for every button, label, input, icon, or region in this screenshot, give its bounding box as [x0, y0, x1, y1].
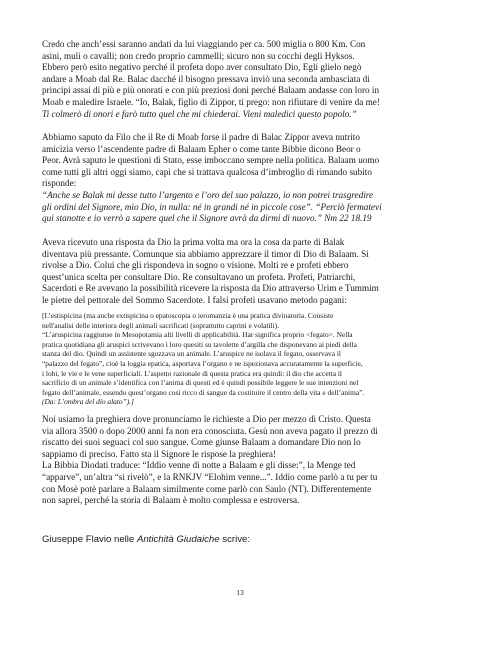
quote-line: gli ordini del Signore, mio Dio, in nulla: né in grandi né in piccole cose”. “Perciò fermatevi — [42, 201, 382, 212]
text-line: sappiamo di preciso. Fatto sta il Signore le rispose la preghiera! — [42, 448, 276, 459]
text-line: Abbiamo saputo da Filo che il Re di Moab forse il padre di Balac Zippor aveva nutrito — [42, 132, 360, 142]
note-line: “palazzo del fegato”, cioè la loggia epatica, asportava l’organo e ne ispezionava accuratamente la superficie, — [42, 358, 363, 368]
note-source: (Da: L’ombra del dio alato”).] — [42, 397, 134, 407]
text-line: con Mosè potè parlare a Balaam similmente come parlò con Saulo (NT). Differentemente — [42, 483, 372, 494]
note-line: [L’estispicina (ma anche extispicina o epatoscopia o ieromanzia è una pratica divinatoria. Consiste — [42, 311, 334, 320]
note-line: stanza del dio. Quindi un assistente sgozzava un animale. L’aruspice ne isolava il fegato, osservava il — [42, 349, 341, 359]
text-line: diventava più pressante. Comunque sia abbiamo apprezzare il timor di Dio di Balaam. Si — [42, 248, 369, 259]
heading-connector: nelle — [111, 534, 137, 545]
note-line: i lobi, le vie e le vene superficiali. L’aspetto razionale di questa pratica era quindi: il dio che accetta il — [42, 368, 342, 378]
quote-line: qui stanotte e io verrò a sapere quel che il Signore avrà da dirmi di nuovo.” Nm 22 18.19 — [42, 213, 372, 224]
note-line: “L’aruspicina raggiunse in Mesopotamia alti livelli di applicabilità. Har significa proprio <fegato>. Nella — [42, 330, 353, 340]
final-heading — [42, 534, 448, 546]
text-line: riscatto dei suoi seguaci col suo sangue. Come giunse Balaam a domandare Dio non lo — [42, 437, 361, 448]
heading-tail: scrive: — [219, 534, 250, 545]
text-line: “apparve”, un’altra “si rivelò”, e la RNKJV “Elohim venne...”. Iddio come parlò a tu per tu — [42, 471, 378, 482]
paragraph-prayer — [42, 414, 448, 507]
quote-line: Ti colmerò di onori e farò tutto quel che mi chiederai. Vieni maledici questo popolo.” — [42, 108, 357, 119]
text-line: non saprei, perché la storia di Balaam è molto complessa e estroversa. — [42, 495, 300, 506]
text-line: risponde: — [42, 178, 77, 189]
note-line: nell'analisi delle interiora degli animali sacrificati (soprattutto caprini e volatili). — [42, 320, 279, 330]
text-line: Noi usiamo la preghiera dove pronunciamo le richieste a Dio per mezzo di Cristo. Questa — [42, 414, 371, 424]
text-line: rivolse a Dio. Colui che gli rispondeva in sogno o visione. Molti re e profeti ebbero — [42, 260, 349, 271]
text-line: Peor. Avrà saputo le questioni di Stato, esse imboccano sempre nella politica. Balaam uomo — [42, 155, 380, 166]
paragraph-consultation — [42, 237, 448, 307]
text-line: amicizia verso l’ascendente padre di Balaam Epher o come tante Bibbie dicono Beor o — [42, 143, 361, 154]
text-line: andare a Moab dal Re. Balac dacché il bisogno pressava inviò una seconda ambasciata di — [42, 73, 370, 84]
note-extispicy — [42, 311, 448, 407]
text-line: via allora 3500 o dopo 2000 anni fa non era conosciuta. Gesù non aveva pagato il prezzo di — [42, 425, 378, 436]
work-title: Antichità Giudaiche — [136, 534, 220, 545]
note-line: sacrificio di un animale s’identifica con l’anima di questi ed è quindi possibile leggere le sue intenzioni nel — [42, 378, 359, 388]
text-line: asini, muli o cavalli; non credo proprio cammelli; sicuro non su cocchi degli Hyksos. — [42, 50, 355, 61]
text-line: le pietre del pettorale del Sommo Sacerdote. I falsi profeti usavano metodo pagani: — [42, 294, 347, 305]
text-line: La Bibbia Diodati traduce: “Iddio venne di notte a Balaam e gli disse:”, la Menge ted — [42, 460, 356, 471]
text-line: quest’unica scelta per consultare Dio. Re consultavano un profeta. Profeti, Patriarchi, — [42, 271, 356, 282]
text-line: Ebbero però esito negativo perché il profeta dopo aver consultato Dio, Egli glielo negò — [42, 62, 362, 73]
quote-line: “Anche se Balak mi desse tutto l’argento e l’oro del suo palazzo, io non potrei trasgredire — [42, 189, 374, 200]
text-line: principi assai di più e più onorati e con più preziosi doni perché Balaam andasse con loro in — [42, 85, 380, 96]
paragraph-envoys — [42, 39, 448, 120]
text-line: come tutti gli altri oggi siamo, capì che si trattava qualcosa d’imbroglio di rimando subito — [42, 166, 372, 177]
note-line: fegato dell’animale, essendo quest’organo così ricco di sangue da costituire il centro della vita e dell’anima”. — [42, 387, 365, 397]
author-name: Giuseppe Flavio — [42, 534, 112, 545]
paragraph-filo — [42, 132, 448, 225]
page-number: 13 — [236, 588, 244, 597]
text-line: Credo che anch’essi saranno andati da lui viaggiando per ca. 500 miglia o 800 Km. Con — [42, 39, 366, 49]
note-line: pratica quotidiana gli aruspici scrivevano i loro quesiti su tavolette d’argilla che disponevano ai piedi della — [42, 339, 357, 349]
text-line: Sacerdoti e Re avevano la possibilità ricevere la risposta da Dio attraverso Urim e Tummim — [42, 283, 379, 294]
text-line: Aveva ricevuto una risposta da Dio la prima volta ma ora la cosa da parte di Balak — [42, 237, 345, 247]
text-line: Moab e maledire Israele. “Io, Balak, figlio di Zippor, ti prego: non rifiutare di venire da me! — [42, 96, 380, 107]
